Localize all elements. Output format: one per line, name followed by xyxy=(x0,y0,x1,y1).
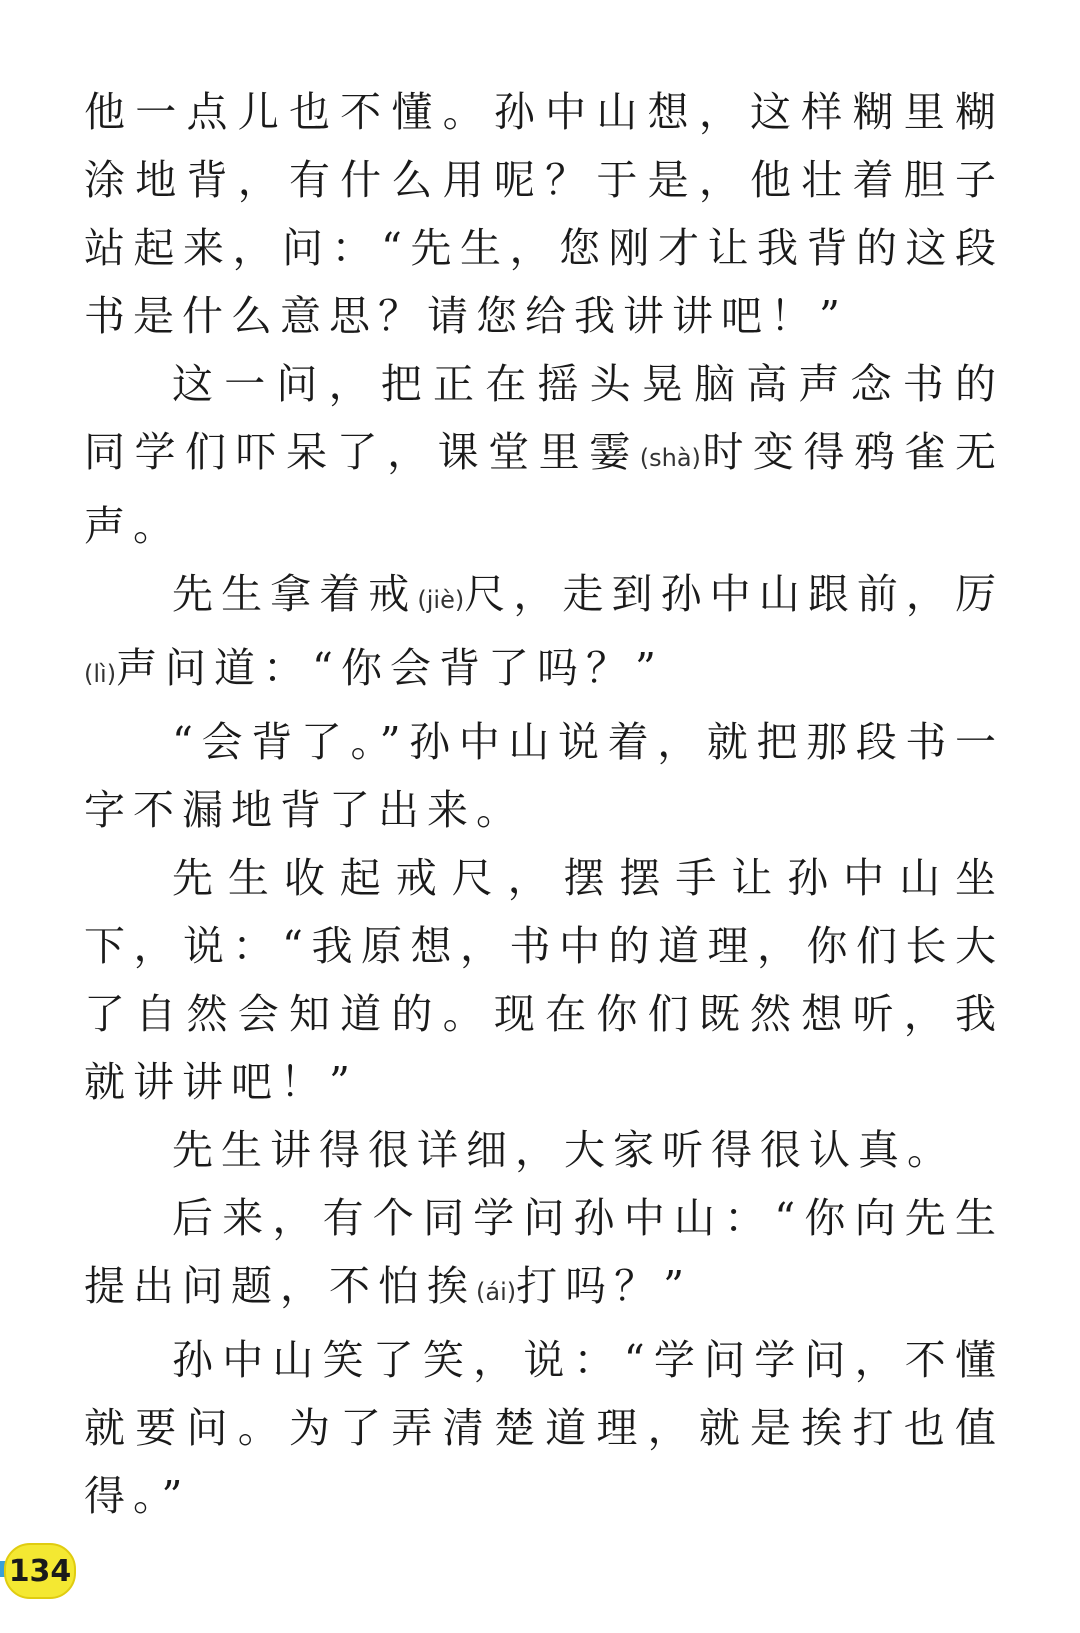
text-segment: “会背了。”孙中山说着，就把那段书一字不漏地背了出来。 xyxy=(84,718,1004,834)
paragraph-5 xyxy=(84,844,1004,1116)
pinyin-annotation: (shà) xyxy=(639,444,701,472)
paragraph-1 xyxy=(84,78,1004,350)
text-segment: 尺，走到孙中山跟前，厉 xyxy=(464,570,1005,618)
text-segment: 先生收起戒尺，摆摆手让孙中山坐下，说：“我原想，书中的道理，你们长大了自然会知道的。现在你们既然想听，我就讲讲吧！” xyxy=(84,854,1004,1106)
text-segment: 打吗？” xyxy=(516,1262,693,1310)
text-segment: 先生讲得很详细，大家听得很认真。 xyxy=(172,1126,956,1174)
paragraph-3 xyxy=(84,560,1004,708)
page-number-badge xyxy=(4,1543,76,1599)
text-segment: 孙中山笑了笑，说：“学问学问，不懂就要问。为了弄清楚道理，就是挨打也值得。” xyxy=(84,1336,1004,1520)
paragraph-4 xyxy=(84,708,1004,844)
pinyin-annotation: (jiè) xyxy=(417,586,465,614)
page-body xyxy=(84,78,1004,1530)
text-segment: 时变得鸦雀无声。 xyxy=(84,428,1005,550)
text-segment: 他一点儿也不懂。孙中山想，这样糊里糊涂地背，有什么用呢？于是，他壮着胆子站起来，问：“先生，您刚才让我背的这段书是什么意思？请您给我讲讲吧！” xyxy=(84,88,1004,340)
pinyin-annotation: (ái) xyxy=(476,1278,517,1306)
text-segment: 声问道：“你会背了吗？” xyxy=(116,644,664,692)
text-segment: 先生拿着戒 xyxy=(172,570,418,618)
page-number: 134 xyxy=(8,1553,72,1589)
pinyin-annotation: (lì) xyxy=(84,660,117,688)
paragraph-2 xyxy=(84,350,1004,560)
paragraph-6 xyxy=(84,1116,1004,1184)
text-segment: 后来，有个同学问孙中山：“你向先生提出问题，不怕挨 xyxy=(84,1194,1004,1310)
text-segment: 这一问，把正在摇头晃脑高声念书的同学们吓呆了，课堂里霎 xyxy=(84,360,1004,476)
paragraph-8 xyxy=(84,1326,1004,1530)
paragraph-7 xyxy=(84,1184,1004,1326)
